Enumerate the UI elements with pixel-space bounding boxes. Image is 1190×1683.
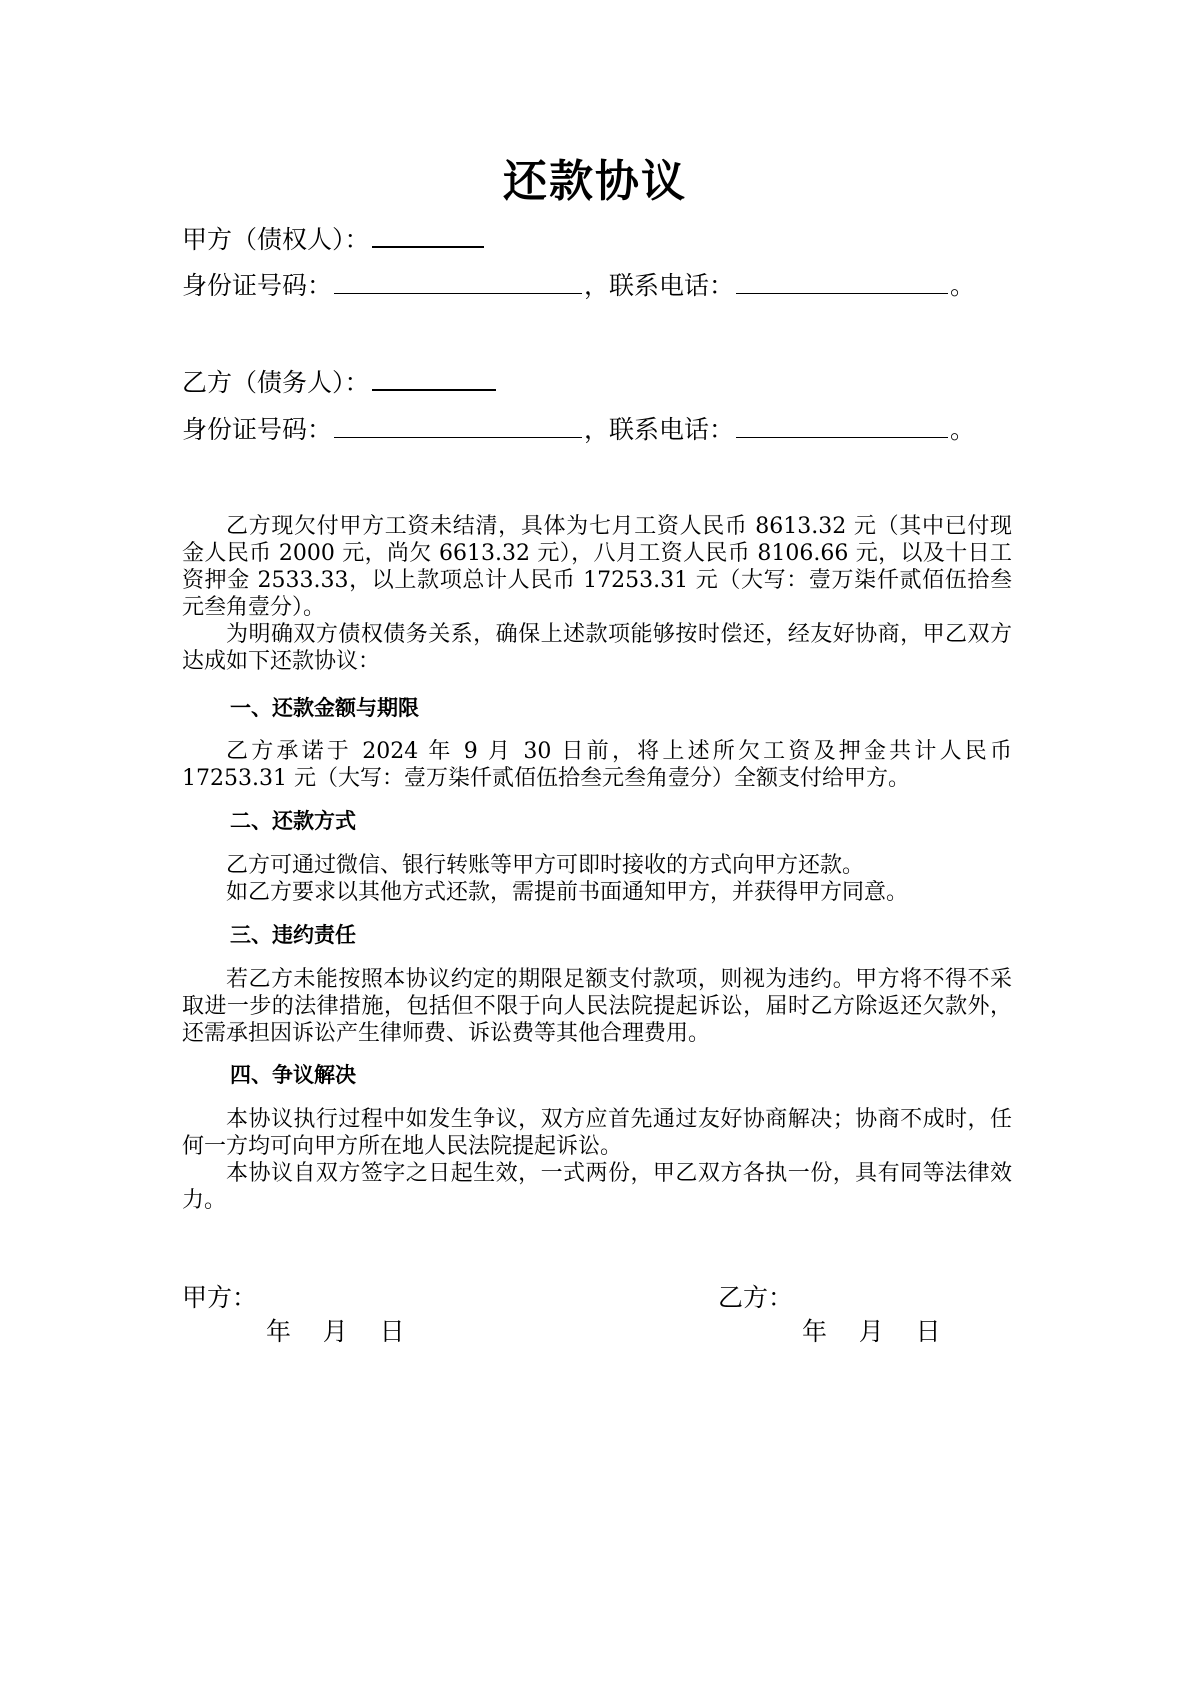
section-paragraph: 本协议执行过程中如发生争议，双方应首先通过友好协商解决；协商不成时，任何一方均可向甲方所在地人民法院提起诉讼。 [182, 1107, 1012, 1159]
party-a-label: 甲方（债权人）： [182, 225, 370, 254]
section-heading-payment-method: 二、还款方式 [230, 809, 356, 833]
party-b-contact-line [182, 412, 975, 448]
section-paragraph: 乙方承诺于 2024 年 9 月 30 日前，将上述所欠工资及押金共计人民币 17253.31 元（大写：壹万柒仟贰佰伍拾叁元叁角壹分）全额支付给甲方。 [182, 739, 1012, 791]
party-a-id-blank [334, 271, 582, 294]
section-paragraph: 如乙方要求以其他方式还款，需提前书面通知甲方，并获得甲方同意。 [226, 880, 909, 905]
party-b-id-label: 身份证号码： [182, 415, 333, 444]
section-heading-amount-term: 一、还款金额与期限 [230, 696, 419, 720]
party-b-id-blank [334, 415, 582, 438]
document-title: 还款协议 [503, 156, 687, 207]
section-heading-breach: 三、违约责任 [230, 923, 356, 947]
section-body-breach [182, 966, 1012, 1047]
party-b-end-mark: 。 [950, 415, 976, 444]
section-paragraph: 乙方可通过微信、银行转账等甲方可即时接收的方式向甲方还款。 [226, 853, 865, 878]
intro-paragraph-purpose: 为明确双方债权债务关系，确保上述款项能够按时偿还，经友好协商，甲乙双方达成如下还款协议： [182, 622, 1012, 674]
party-a-line [182, 222, 486, 258]
section-body-payment-method [182, 852, 1012, 906]
section-heading-dispute: 四、争议解决 [230, 1063, 356, 1087]
party-b-phone-blank [736, 415, 948, 438]
party-b-label: 乙方（债务人）： [182, 368, 370, 397]
party-b-name-blank [372, 367, 496, 391]
party-b-signature-label: 乙方： [718, 1283, 794, 1312]
party-a-date: 年 月 日 [266, 1317, 405, 1346]
section-paragraph: 本协议自双方签字之日起生效，一式两份，甲乙双方各执一份，具有同等法律效力。 [182, 1161, 1012, 1213]
party-a-id-label: 身份证号码： [182, 271, 333, 300]
section-paragraph: 若乙方未能按照本协议约定的期限足额支付款项，则视为违约。甲方将不得不采取进一步的法律措施，包括但不限于向人民法院提起诉讼，届时乙方除返还欠款外，还需承担因诉讼产生律师费、诉讼费等其他合理费用。 [182, 967, 1012, 1046]
party-a-phone-blank [736, 271, 948, 294]
party-a-contact-line [182, 268, 975, 304]
party-a-end-mark: 。 [950, 271, 976, 300]
party-a-phone-label: ，联系电话： [584, 271, 735, 300]
party-b-date: 年 月 日 [802, 1317, 941, 1346]
party-b-line [182, 365, 498, 401]
party-a-signature-label: 甲方： [182, 1283, 258, 1312]
section-body-dispute [182, 1106, 1012, 1214]
intro-paragraph-debt: 乙方现欠付甲方工资未结清，具体为七月工资人民币 8613.32 元（其中已付现金人民币 2000 元，尚欠 6613.32 元），八月工资人民币 8106.66 元，以及十日工资押金 2533.33，以上款项总计人民币 17253.31 元（大写：壹万柒仟贰佰伍拾叁元叁角壹分）。 [182, 514, 1012, 620]
section-body-amount-term [182, 738, 1012, 792]
intro-block [182, 513, 1012, 675]
party-a-name-blank [372, 224, 484, 248]
party-b-phone-label: ，联系电话： [584, 415, 735, 444]
